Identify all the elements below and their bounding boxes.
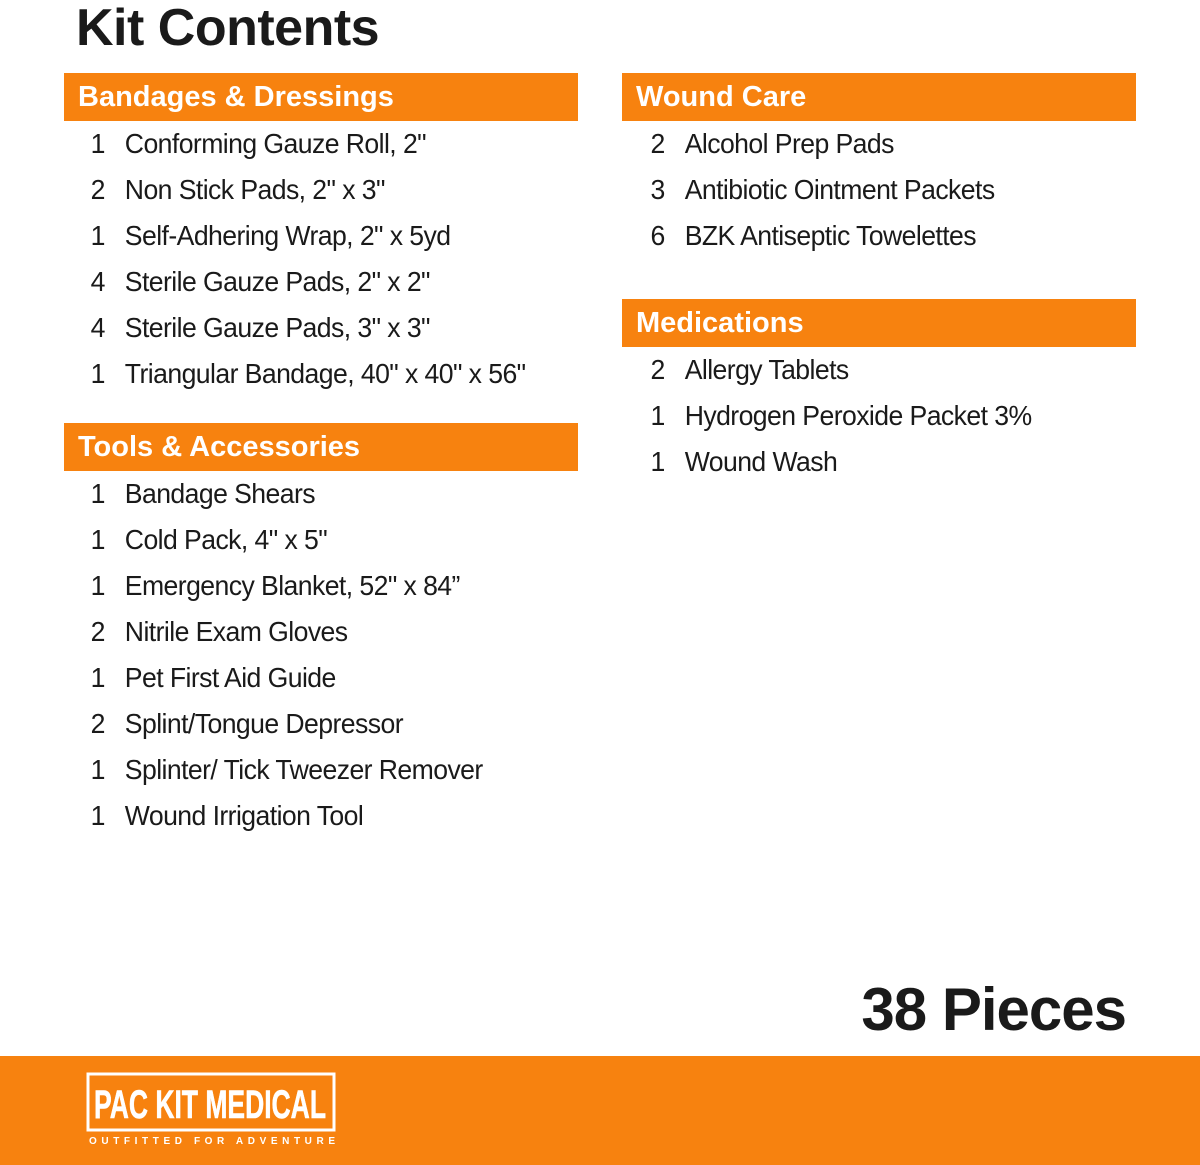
list-item bbox=[64, 563, 552, 609]
section-bandages-dressings bbox=[64, 73, 578, 397]
item-name: Self-Adhering Wrap, 2" x 5yd bbox=[124, 220, 451, 251]
item-quantity: 3 bbox=[650, 174, 665, 205]
item-name: Emergency Blanket, 52" x 84” bbox=[124, 570, 460, 601]
item-quantity: 2 bbox=[90, 616, 105, 647]
item-quantity: 2 bbox=[650, 354, 665, 385]
list-item bbox=[64, 701, 552, 747]
list-item bbox=[64, 351, 552, 397]
section-heading: Wound Care bbox=[622, 73, 1136, 121]
item-list bbox=[622, 121, 1136, 259]
item-name: Non Stick Pads, 2" x 3" bbox=[124, 174, 385, 205]
item-quantity: 1 bbox=[90, 800, 105, 831]
list-item bbox=[64, 305, 552, 351]
list-item bbox=[64, 747, 552, 793]
item-quantity: 4 bbox=[90, 266, 105, 297]
item-name: Antibiotic Ointment Packets bbox=[684, 174, 995, 205]
list-item bbox=[622, 121, 1110, 167]
item-quantity: 1 bbox=[90, 128, 105, 159]
section-heading: Tools & Accessories bbox=[64, 423, 578, 471]
item-name: Alcohol Prep Pads bbox=[684, 128, 894, 159]
item-name: Triangular Bandage, 40" x 40" x 56" bbox=[124, 358, 526, 389]
page-title: Kit Contents bbox=[76, 0, 380, 57]
item-name: Pet First Aid Guide bbox=[124, 662, 336, 693]
list-item bbox=[64, 471, 552, 517]
item-quantity: 1 bbox=[90, 478, 105, 509]
item-name: Wound Irrigation Tool bbox=[124, 800, 364, 831]
item-name: Hydrogen Peroxide Packet 3% bbox=[684, 400, 1032, 431]
item-quantity: 4 bbox=[90, 312, 105, 343]
list-item bbox=[622, 347, 1110, 393]
item-name: Splinter/ Tick Tweezer Remover bbox=[124, 754, 483, 785]
item-quantity: 1 bbox=[650, 446, 665, 477]
section-tools-accessories bbox=[64, 423, 578, 839]
list-item bbox=[622, 213, 1110, 259]
item-quantity: 1 bbox=[90, 570, 105, 601]
list-item bbox=[64, 655, 552, 701]
section-medications bbox=[622, 299, 1136, 485]
item-quantity: 1 bbox=[650, 400, 665, 431]
item-name: BZK Antiseptic Towelettes bbox=[684, 220, 977, 251]
item-quantity: 2 bbox=[90, 708, 105, 739]
list-item bbox=[64, 121, 552, 167]
item-name: Bandage Shears bbox=[124, 478, 316, 509]
total-pieces: 38 Pieces bbox=[861, 976, 1126, 1043]
item-list bbox=[622, 347, 1136, 485]
item-quantity: 6 bbox=[650, 220, 665, 251]
list-item bbox=[64, 609, 552, 655]
item-name: Wound Wash bbox=[684, 446, 838, 477]
item-list bbox=[64, 121, 578, 397]
item-name: Sterile Gauze Pads, 2" x 2" bbox=[124, 266, 430, 297]
brand-name: PAC KIT MEDICAL bbox=[94, 1083, 326, 1127]
list-item bbox=[64, 167, 552, 213]
section-wound-care bbox=[622, 73, 1136, 259]
item-list bbox=[64, 471, 578, 839]
list-item bbox=[64, 793, 552, 839]
brand-logo bbox=[88, 1074, 340, 1155]
item-quantity: 2 bbox=[90, 174, 105, 205]
item-name: Cold Pack, 4" x 5" bbox=[124, 524, 328, 555]
item-name: Conforming Gauze Roll, 2" bbox=[124, 128, 427, 159]
item-quantity: 1 bbox=[90, 754, 105, 785]
section-heading: Medications bbox=[622, 299, 1136, 347]
list-item bbox=[64, 213, 552, 259]
list-item bbox=[622, 439, 1110, 485]
section-heading: Bandages & Dressings bbox=[64, 73, 578, 121]
item-quantity: 1 bbox=[90, 524, 105, 555]
item-quantity: 1 bbox=[90, 220, 105, 251]
list-item bbox=[64, 517, 552, 563]
item-quantity: 1 bbox=[90, 358, 105, 389]
list-item bbox=[622, 167, 1110, 213]
logo-graphic bbox=[88, 1074, 340, 1150]
item-name: Nitrile Exam Gloves bbox=[124, 616, 348, 647]
item-name: Allergy Tablets bbox=[684, 354, 849, 385]
brand-tagline: OUTFITTED FOR ADVENTURE bbox=[89, 1136, 335, 1147]
list-item bbox=[622, 393, 1110, 439]
item-name: Sterile Gauze Pads, 3" x 3" bbox=[124, 312, 430, 343]
item-quantity: 1 bbox=[90, 662, 105, 693]
list-item bbox=[64, 259, 552, 305]
item-quantity: 2 bbox=[650, 128, 665, 159]
item-name: Splint/Tongue Depressor bbox=[124, 708, 403, 739]
footer-bar bbox=[0, 1056, 1200, 1165]
